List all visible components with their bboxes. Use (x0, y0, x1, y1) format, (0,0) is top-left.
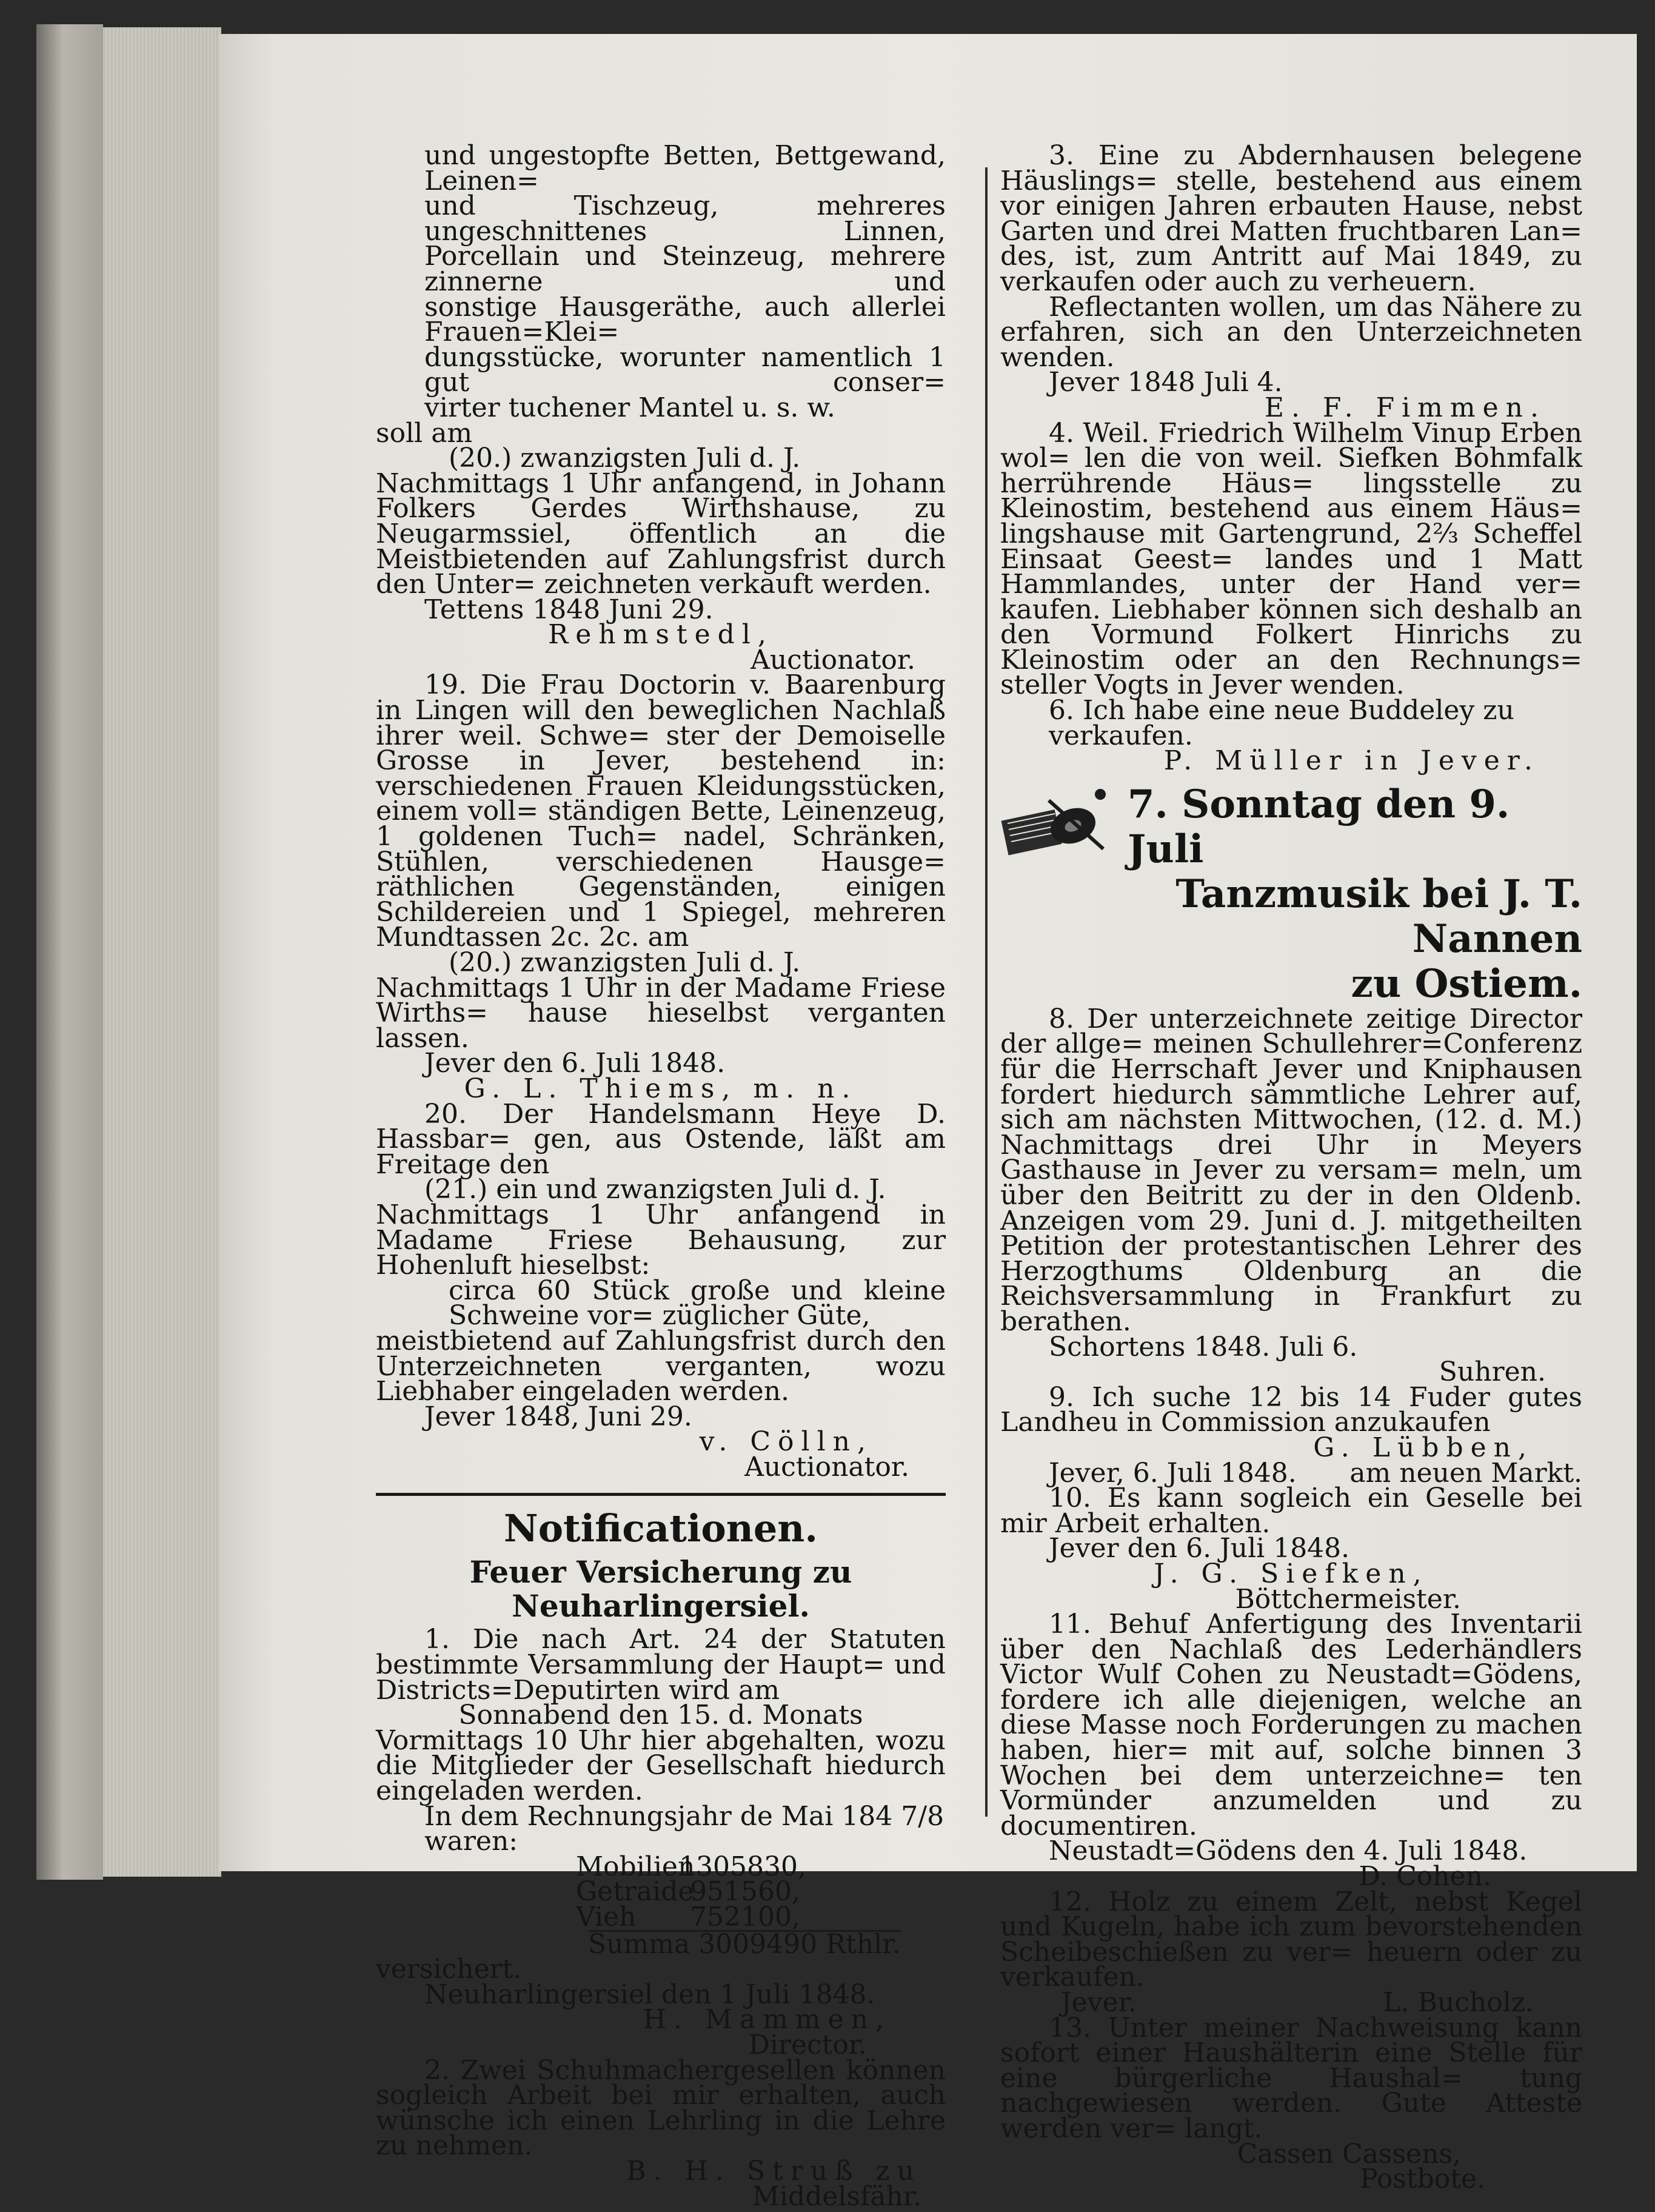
notice-20: 20. Der Handelsmann Heye D. Hassbar= gen, aus Ostende, läßt am Freitage den (376, 1098, 946, 1180)
dance-line-1: 7. Sonntag den 9. Juli (1128, 781, 1510, 872)
table-sum: Summa 3009490 Rthlr. (588, 1928, 901, 1960)
signature: J. G. Siefken, (1154, 1558, 1429, 1589)
table-value: 752100, (690, 1902, 800, 1932)
table-row (576, 1851, 946, 1882)
signature-title: Auctionator. (751, 644, 915, 675)
address: am neuen Markt. (1349, 1457, 1582, 1489)
insurance-table (376, 1851, 946, 1932)
signature: G. Lübben, (1313, 1432, 1534, 1463)
dance-line-3: zu Ostiem. (1351, 960, 1582, 1007)
table-row (576, 1876, 946, 1908)
signature-title: Postbote. (1360, 2163, 1485, 2195)
signature: L. Bucholz. (1383, 1987, 1534, 2018)
table-label: Mobilien (576, 1851, 695, 1882)
text-line: Porcellain und Steinzeug, mehrere zinnerne und (424, 241, 946, 297)
page-stack-edge (103, 27, 221, 1877)
notice-19: 19. Die Frau Doctorin v. Baarenburg in Lingen will den beweglichen Nachlaß ihrer weil. Schwe= ster der Demoiselle Grosse in Jever, bestehend in: verschiedenen Frauen Kleidungsstücken, einem voll= ständigen Bette, Leinenzeug, 1 goldenen Tuch= nadel, Schränken, Stühlen, verschiedenen Hausge= räthlichen Gegenständen, einigen Schildereien und 1 Spiegel, mehreren Mundtassen 2c. 2c. am (376, 669, 946, 953)
section-title: Notificationen. (504, 1506, 818, 1551)
notice-9: 9. Ich suche 12 bis 14 Fuder gutes Landheu in Commission anzukaufen (1000, 1381, 1582, 1438)
book-spine-edge (36, 24, 103, 1880)
signature: B. H. Struß zu (626, 2155, 921, 2187)
place-date: Jever den 6. Juli 1848. (1049, 1533, 1350, 1564)
notice-1: 1. Die nach Art. 24 der Statuten bestimmte Versammlung der Haupt= und Districts=Deputirten wird am (376, 1624, 946, 1706)
subsection-title: Feuer Versicherung zu Neuharlingersiel. (469, 1554, 852, 1624)
paragraph: Nachmittags 1 Uhr anfangend, in Johann Folkers Gerdes Wirthshause, zu Neugarmssiel, öffentlich an die Meistbietenden auf Zahlungsfrist durch den Unter= zeichneten verkauft werden. (376, 468, 946, 600)
section-rule (376, 1493, 946, 1496)
table-label: Getraide (576, 1876, 694, 1908)
notice-10: 10. Es kann sogleich ein Geselle bei mir Arbeit erhalten. (1000, 1483, 1582, 1539)
place-date: Neustadt=Gödens den 4. Juli 1848. (1049, 1835, 1528, 1867)
text-line: und Tischzeug, mehreres ungeschnittenes Linnen, (424, 190, 946, 247)
lot-items (376, 140, 946, 423)
text-line: virter tuchener Mantel u. s. w. (424, 392, 835, 423)
text-line: und ungestopfte Betten, Bettgewand, Leinen= (424, 140, 946, 196)
signature: E. F. Fimmen. (1264, 392, 1546, 423)
page (218, 34, 1637, 2212)
right-column (1000, 140, 1582, 2195)
notice-3: 3. Eine zu Abdernhausen belegene Häuslings= stelle, bestehend aus einem vor einigen Jahren erbauten Hause, nebst Garten und drei Matten fruchtbaren Lan= des, ist, zum Antritt auf Mai 1849, zu verkaufen oder auch zu verheuern. (1000, 140, 1582, 297)
text-line: sonstige Hausgeräthe, auch allerlei Frauen=Klei= (424, 291, 946, 348)
left-column (376, 140, 946, 2212)
date-line: (20.) zwanzigsten Juli d. J. (449, 443, 801, 474)
signature: Rehmstedl, (548, 619, 774, 651)
signature: v. Cölln, (699, 1426, 873, 1458)
place-date: Jever 1848, Juni 29. (424, 1401, 692, 1432)
signature-title: Böttchermeister. (1235, 1583, 1461, 1615)
date-line: Sonnabend den 15. d. Monats (458, 1700, 863, 1731)
signature: Cassen Cassens, (1237, 2138, 1461, 2170)
signature-title: Director. (748, 2029, 867, 2060)
place-date: Schortens 1848. Juli 6. (1049, 1331, 1358, 1362)
notice-4: 4. Weil. Friedrich Wilhelm Vinup Erben wol= len die von weil. Siefken Bohmfalk herrührende Häus= lingsstelle zu Kleinostim, bestehend aus einem Häus= lingshause mit Gartengrund, 2⅔ Scheffel Einsaat Geest= landes und 1 Matt Hammlandes, unter der Hand ver= kaufen. Liebhaber können sich deshalb an den Vormund Folkert Hinrichs zu Kleinostim oder an den Rechnungs= steller Vogts in Jever wenden. (1000, 417, 1582, 701)
date-line: (21.) ein und zwanzigsten Juli d. J. (424, 1174, 886, 1205)
signature: G. L. Thiems, m. n. (464, 1073, 858, 1104)
table-row (576, 1902, 946, 1932)
signature: H. Mammen, (643, 2004, 891, 2036)
notice-11: 11. Behuf Anfertigung des Inventarii über den Nachlaß des Lederhändlers Victor Wulf Cohen zu Neustadt=Gödens, fordere ich alle diejenigen, welche an diese Masse noch Forderungen zu machen haben, hier= mit auf, solche binnen 3 Wochen bei dem unterzeichne= ten Vormünder anzumelden und zu documentiren. (1000, 1609, 1582, 1842)
notice-8: 8. Der unterzeichnete zeitige Director der allge= meinen Schullehrer=Conferenz für die Herrschaft Jever und Kniphausen fordert hiedurch sämmtliche Lehrer auf, sich am nächsten Mittwochen, (12. d. M.) Nachmittags drei Uhr in Meyers Gasthause in Jever zu versam= meln, um über den Beitritt zu der in den Oldenb. Anzeigen vom 29. Juni d. J. mitgetheilten Petition der protestantischen Lehrer des Herzogthums Oldenburg an die Reichsversammlung in Frankfurt zu berathen. (1000, 1003, 1582, 1337)
violin-and-sheet-music-icon (1000, 782, 1109, 861)
signature-title: Middelsfähr. (752, 2180, 921, 2212)
place-date: Tettens 1848 Juni 29. (424, 594, 714, 625)
paragraph: In dem Rechnungsjahr de Mai 184 7/8 waren: (424, 1800, 945, 1857)
notice-12: 12. Holz zu einem Zelt, nebst Kegel und Kugeln, habe ich zum bevorstehenden Scheibeschießen zu ver= heuern oder zu verkaufen. (1000, 1886, 1582, 1993)
text-line: soll am (376, 417, 473, 449)
table-value: 951560, (690, 1876, 800, 1908)
paragraph: meistbietend auf Zahlungsfrist durch den Unterzeichneten verganten, wozu Liebhaber eingeladen werden. (376, 1325, 946, 1407)
paragraph: Vormittags 10 Uhr hier abgehalten, wozu die Mitglieder der Gesellschaft hiedurch eingeladen werden. (376, 1724, 946, 1807)
place-date: Jever den 6. Juli 1848. (424, 1048, 726, 1079)
table-label: Vieh (576, 1902, 637, 1932)
date-line: (20.) zwanzigsten Juli d. J. (449, 947, 801, 978)
signature-title: Auctionator. (744, 1451, 909, 1483)
place-date: Jever, 6. Juli 1848. (1049, 1457, 1297, 1489)
notice-2: 2. Zwei Schuhmachergesellen können sogleich Arbeit bei mir erhalten, auch wünsche ich einen Lehrling in die Lehre zu nehmen. (376, 2054, 946, 2162)
place-sign-line (1000, 1987, 1582, 2018)
place-address-line (1000, 1457, 1582, 1489)
paragraph: circa 60 Stück große und kleine Schweine vor= züglicher Güte, (449, 1275, 946, 1332)
place-date: Neuharlingersiel den 1 Juli 1848. (424, 1979, 875, 2010)
notice-6: 6. Ich habe eine neue Buddeley zu verkaufen. (1049, 695, 1514, 751)
paragraph: Nachmittags 1 Uhr anfangend in Madame Friese Behausung, zur Hohenluft hieselbst: (376, 1199, 946, 1281)
dance-announcement (1000, 782, 1582, 1007)
paragraph: Reflectanten wollen, um das Nähere zu erfahren, sich an den Unterzeichneten wenden. (1000, 291, 1582, 373)
place-date: Jever. (1061, 1987, 1137, 2018)
dance-line-2: Tanzmusik bei J. T. Nannen (1175, 871, 1582, 962)
place-date: Jever 1848 Juli 4. (1049, 367, 1283, 398)
signature: D. Cohen. (1359, 1861, 1491, 1892)
table-value: 1305830, (679, 1851, 806, 1882)
notice-13: 13. Unter meiner Nachweisung kann sofort einer Haushälterin eine Stelle für eine bürgerliche Haushal= tung nachgewiesen werden. Gute Atteste werden ver= langt. (1000, 2012, 1582, 2144)
column-separator (985, 167, 988, 1817)
signature: Suhren. (1439, 1356, 1546, 1388)
text-line: versichert. (376, 1954, 522, 1985)
text-line: dungsstücke, worunter namentlich 1 gut conser= (424, 341, 946, 398)
signature: P. Müller in Jever. (1163, 745, 1540, 777)
paragraph: Nachmittags 1 Uhr in der Madame Friese Wirths= hause hieselbst verganten lassen. (376, 972, 946, 1054)
